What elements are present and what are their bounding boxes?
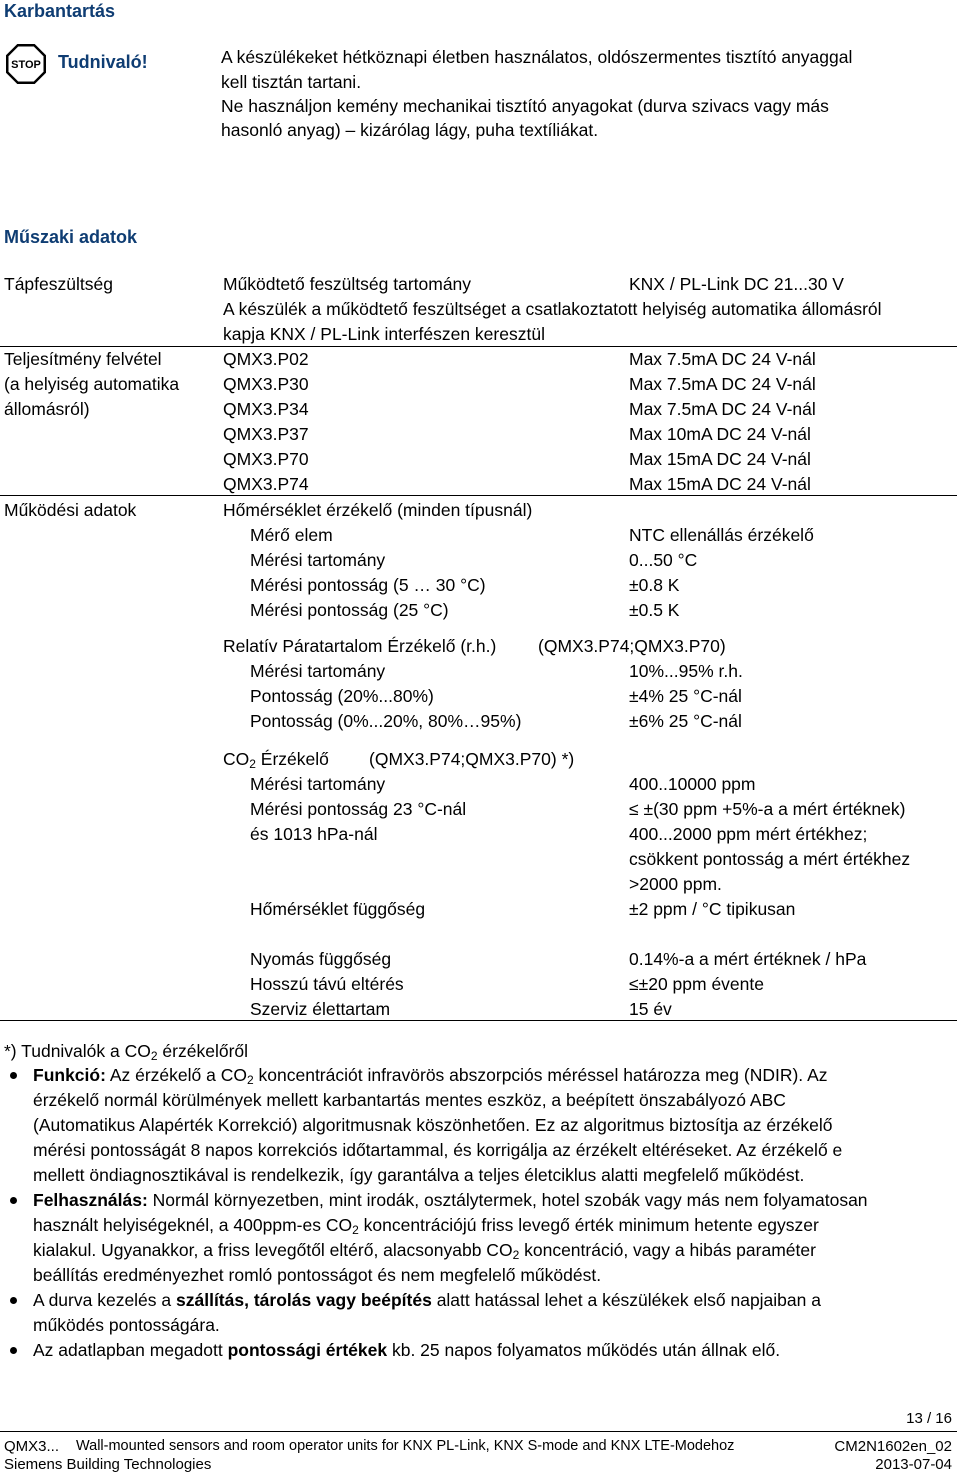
notice-line-3: Ne használjon kemény mechanikai tisztító anyagokat (durva szivacs vagy más [221, 96, 829, 116]
temp-row-label: Mérési pontosság (5 … 30 °C) [250, 575, 486, 595]
co2-accuracy-value-4: >2000 ppm. [629, 874, 722, 894]
supply-note-1: A készülék a működtető feszültséget a csatlakoztatott helyiség automatika állomásról [223, 299, 882, 319]
co2-notes-heading: *) Tudnivalók a $CO_2$ érzékelőről [4, 1041, 249, 1063]
rh-row-value: ±4% 25 °C-nál [629, 686, 742, 706]
rh-row-value: 10%...95% r.h. [629, 661, 743, 681]
footer-product: QMX3... [4, 1438, 60, 1455]
power-model: QMX3.P37 [223, 424, 309, 444]
bullet [10, 1072, 17, 1079]
power-value: Max 7.5mA DC 24 V-nál [629, 399, 816, 419]
temp-row-label: Mérési pontosság (25 °C) [250, 600, 449, 620]
power-model: QMX3.P02 [223, 349, 309, 369]
section-title-maintenance: Karbantartás [4, 1, 116, 21]
notice-label: Tudnivaló! [58, 52, 148, 72]
temp-row-label: Mérő elem [250, 525, 333, 545]
power-label-1: Teljesítmény felvétel [4, 349, 162, 369]
co2-range-label: Mérési tartomány [250, 774, 386, 794]
temp-row-value: ±0.8 K [629, 575, 680, 595]
power-model: QMX3.P74 [223, 474, 309, 494]
co2-temp-value: ±2 ppm / °C tipikusan [629, 899, 796, 919]
power-value: Max 10mA DC 24 V-nál [629, 424, 811, 444]
bullet [10, 1297, 17, 1304]
supply-note-2: kapja KNX / PL-Link interfészen keresztül [223, 324, 545, 344]
co2-life-label: Szerviz élettartam [250, 999, 391, 1019]
divider-supply [0, 346, 957, 347]
temp-row-value: NTC ellenállás érzékelő [629, 525, 814, 545]
footer-doc-id: CM2N1602en_02 [834, 1438, 952, 1455]
power-value: Max 7.5mA DC 24 V-nál [629, 349, 816, 369]
co2-range-value: 400..10000 ppm [629, 774, 756, 794]
stop-sign-icon [5, 43, 47, 85]
note-handling: A durva kezelés a szállítás, tárolás vagy beépítés alatt hatással lehet a készülékek első napjaiban a működés pontosságára. [33, 1290, 821, 1335]
footer-description: Wall-mounted sensors and room operator units for KNX PL-Link, KNX S-mode and KNX LTE-Modehoz [76, 1438, 735, 1454]
co2-accuracy-value-3: csökkent pontosság a mért értékhez [629, 849, 911, 869]
note-function: Funkció: Az érzékelő a $CO_2$ koncentrációt infravörös abszorpciós méréssel határozza meg (NDIR). Az érzékelő normál körülmények mellett karbantartás mentes eszköz, a beépített önszabályozó ABC (Automatikus Alapérték Korrekció) algoritmusnak köszönhetően. Ez az algoritmus biztosítja az érzékelő mérési pontosságát 8 napos korrekciós időtartammal, és korrigálja az érzékelt eltéréseket. Az érzékelő e mellett öndiagnosztikával is rendelkezik, így garantálva a teljes életciklus alatti megfelelő működést. [33, 1065, 843, 1185]
co2-pressure-label: Nyomás függőség [250, 949, 392, 969]
power-label-3: állomásról) [4, 399, 90, 419]
divider-operation [0, 1020, 957, 1021]
co2-accuracy-label-1: Mérési pontosság 23 °C-nál [250, 799, 467, 819]
rh-row-label: Mérési tartomány [250, 661, 386, 681]
notice-line-4: hasonló anyag) – kizárólag lágy, puha textíliákat. [221, 120, 599, 140]
power-value: Max 15mA DC 24 V-nál [629, 474, 811, 494]
notice-line-1: A készülékeket hétköznapi életben használatos, oldószermentes tisztító anyaggal [221, 47, 853, 67]
power-model: QMX3.P34 [223, 399, 309, 419]
power-model: QMX3.P30 [223, 374, 309, 394]
divider-power [0, 495, 957, 496]
rh-row-label: Pontosság (20%...80%) [250, 686, 434, 706]
note-usage: Felhasználás: Normál környezetben, mint irodák, osztálytermek, hotel szobák vagy más nem folyamatosan használt helyiségeknél, a 400ppm-es $CO_2$ koncentrációjú friss levegő érték minimum hetente egyszer kialakul. Ugyanakkor, a friss levegőtől eltérő, alacsonyabb $CO_2$ koncentráció, vagy a hibás paraméter beállítás eredményezhet romló pontosságot és nem megfelelő működést. [33, 1190, 868, 1285]
operation-label: Működési adatok [4, 500, 137, 520]
co2-sensor-models: (QMX3.P74;QMX3.P70) *) [369, 749, 575, 769]
temp-row-value: 0...50 °C [629, 550, 698, 570]
rh-sensor-header: Relatív Páratartalom Érzékelő (r.h.) [223, 636, 497, 656]
supply-label: Tápfeszültség [4, 274, 113, 294]
page-number: 13 / 16 [906, 1410, 952, 1427]
bullet [10, 1347, 17, 1354]
co2-life-value: 15 év [629, 999, 672, 1019]
rh-row-value: ±6% 25 °C-nál [629, 711, 742, 731]
co2-sensor-header: $CO_2$ Érzékelő [223, 749, 329, 771]
temp-sensor-header: Hőmérséklet érzékelő (minden típusnál) [223, 500, 533, 520]
section-title-technical: Műszaki adatok [4, 227, 138, 247]
footer-divider [0, 1431, 957, 1432]
rh-row-label: Pontosság (0%...20%, 80%…95%) [250, 711, 522, 731]
co2-drift-label: Hosszú távú eltérés [250, 974, 404, 994]
note-accuracy: Az adatlapban megadott pontossági értékek kb. 25 napos folyamatos működés után állnak elő. [33, 1340, 781, 1360]
power-label-2: (a helyiség automatika [4, 374, 180, 394]
footer-date: 2013-07-04 [875, 1456, 952, 1473]
co2-accuracy-label-2: és 1013 hPa-nál [250, 824, 378, 844]
power-value: Max 15mA DC 24 V-nál [629, 449, 811, 469]
power-value: Max 7.5mA DC 24 V-nál [629, 374, 816, 394]
footer-company: Siemens Building Technologies [4, 1456, 212, 1473]
bullet [10, 1197, 17, 1204]
supply-range-label: Működtető feszültség tartomány [223, 274, 472, 294]
co2-drift-value: ≤±20 ppm évente [629, 974, 764, 994]
notice-line-2: kell tisztán tartani. [221, 72, 362, 92]
temp-row-label: Mérési tartomány [250, 550, 386, 570]
power-model: QMX3.P70 [223, 449, 309, 469]
rh-sensor-models: (QMX3.P74;QMX3.P70) [538, 636, 726, 656]
supply-range-value: KNX / PL-Link DC 21...30 V [629, 274, 844, 294]
co2-accuracy-value-2: 400...2000 ppm mért értékhez; [629, 824, 868, 844]
temp-row-value: ±0.5 K [629, 600, 680, 620]
stop-sign-text: STOP [11, 59, 41, 71]
co2-temp-label: Hőmérséklet függőség [250, 899, 426, 919]
co2-accuracy-value-1: ≤ ±(30 ppm +5%-a a mért értéknek) [629, 799, 906, 819]
co2-pressure-value: 0.14%-a a mért értéknek / hPa [629, 949, 867, 969]
